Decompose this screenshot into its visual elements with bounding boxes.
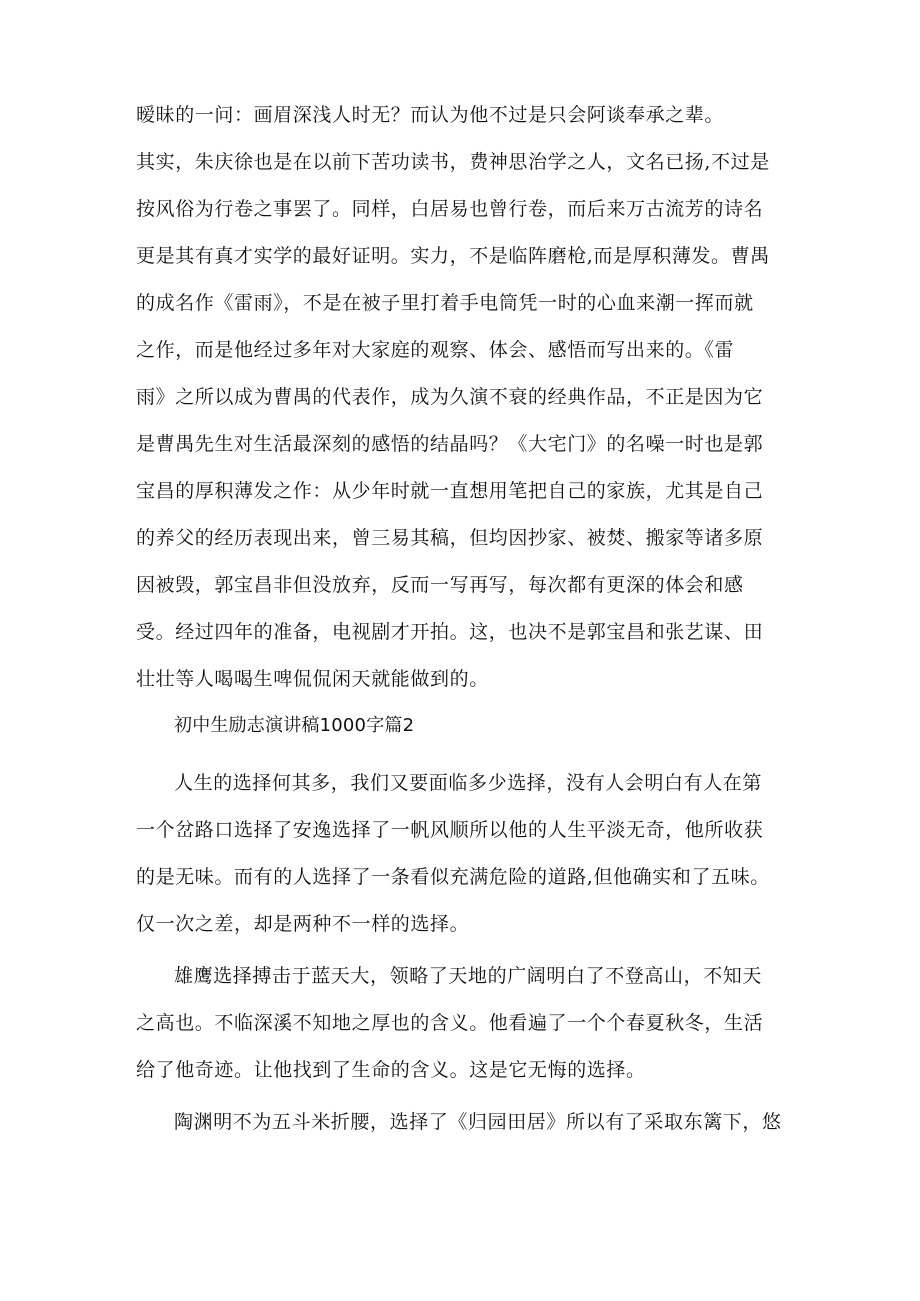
text-line: 是曹禺先生对生活最深刻的感悟的结晶吗？《大宅门》的名噪一时也是郭: [136, 433, 764, 455]
text-line: 人生的选择何其多，我们又要面临多少选择，没有人会明白有人在第: [174, 772, 763, 794]
text-line: 给了他奇迹。让他找到了生命的含义。这是它无悔的选择。: [136, 1059, 646, 1081]
text-line: 雄鹰选择搏击于蓝天大，领略了天地的广阔明白了不登高山，不知天: [174, 965, 763, 987]
text-line: 按风俗为行卷之事罢了。同样，白居易也曾行卷，而后来万古流芳的诗名: [136, 198, 764, 220]
text-line: 陶渊明不为五斗米折腰，选择了《归园田居》所以有了采取东篱下，悠: [174, 1111, 782, 1133]
text-line: 之高也。不临深溪不知地之厚也的含义。他看遍了一个个春夏秋冬，生活: [136, 1012, 764, 1034]
text-line: 更是其有真才实学的最好证明。实力，不是临阵磨枪,而是厚积薄发。曹禺: [136, 245, 770, 267]
text-line: 受。经过四年的准备，电视剧才开拍。这，也决不是郭宝昌和张艺谋、田: [136, 621, 764, 643]
text-line: 其实，朱庆徐也是在以前下苦功读书，费神思治学之人，文名已扬,不过是: [136, 151, 770, 173]
text-line: 仅一次之差，却是两种不一样的选择。: [136, 913, 470, 935]
text-line: 一个岔路口选择了安逸选择了一帆风顺所以他的人生平淡无奇，他所收获: [136, 819, 764, 841]
text-line: 的是无味。而有的人选择了一条看似充满危险的道路,但他确实和了五味。: [136, 866, 770, 888]
text-line: 之作，而是他经过多年对大家庭的观察、体会、感悟而写出来的。《雷: [136, 339, 735, 361]
section-heading: 初中生励志演讲稿1000字篇2: [174, 715, 415, 736]
text-line: 宝昌的厚积薄发之作：从少年时就一直想用笔把自己的家族，尤其是自己: [136, 480, 764, 502]
text-line: 雨》之所以成为曹禺的代表作，成为久演不衰的经典作品，不正是因为它: [136, 386, 764, 408]
text-line: 的养父的经历表现出来，曾三易其稿，但均因抄家、被焚、搬家等诸多原: [136, 527, 764, 549]
text-line: 壮壮等人喝喝生啤侃侃闲天就能做到的。: [136, 668, 489, 690]
text-line: 的成名作《雷雨》，不是在被子里打着手电筒凭一时的心血来潮一挥而就: [136, 292, 754, 314]
text-line: 因被毁，郭宝昌非但没放弃，反而一写再写，每次都有更深的体会和感: [136, 574, 744, 596]
text-line: 暧昧的一问：画眉深浅人时无？而认为他不过是只会阿谈奉承之辈。: [136, 104, 725, 126]
